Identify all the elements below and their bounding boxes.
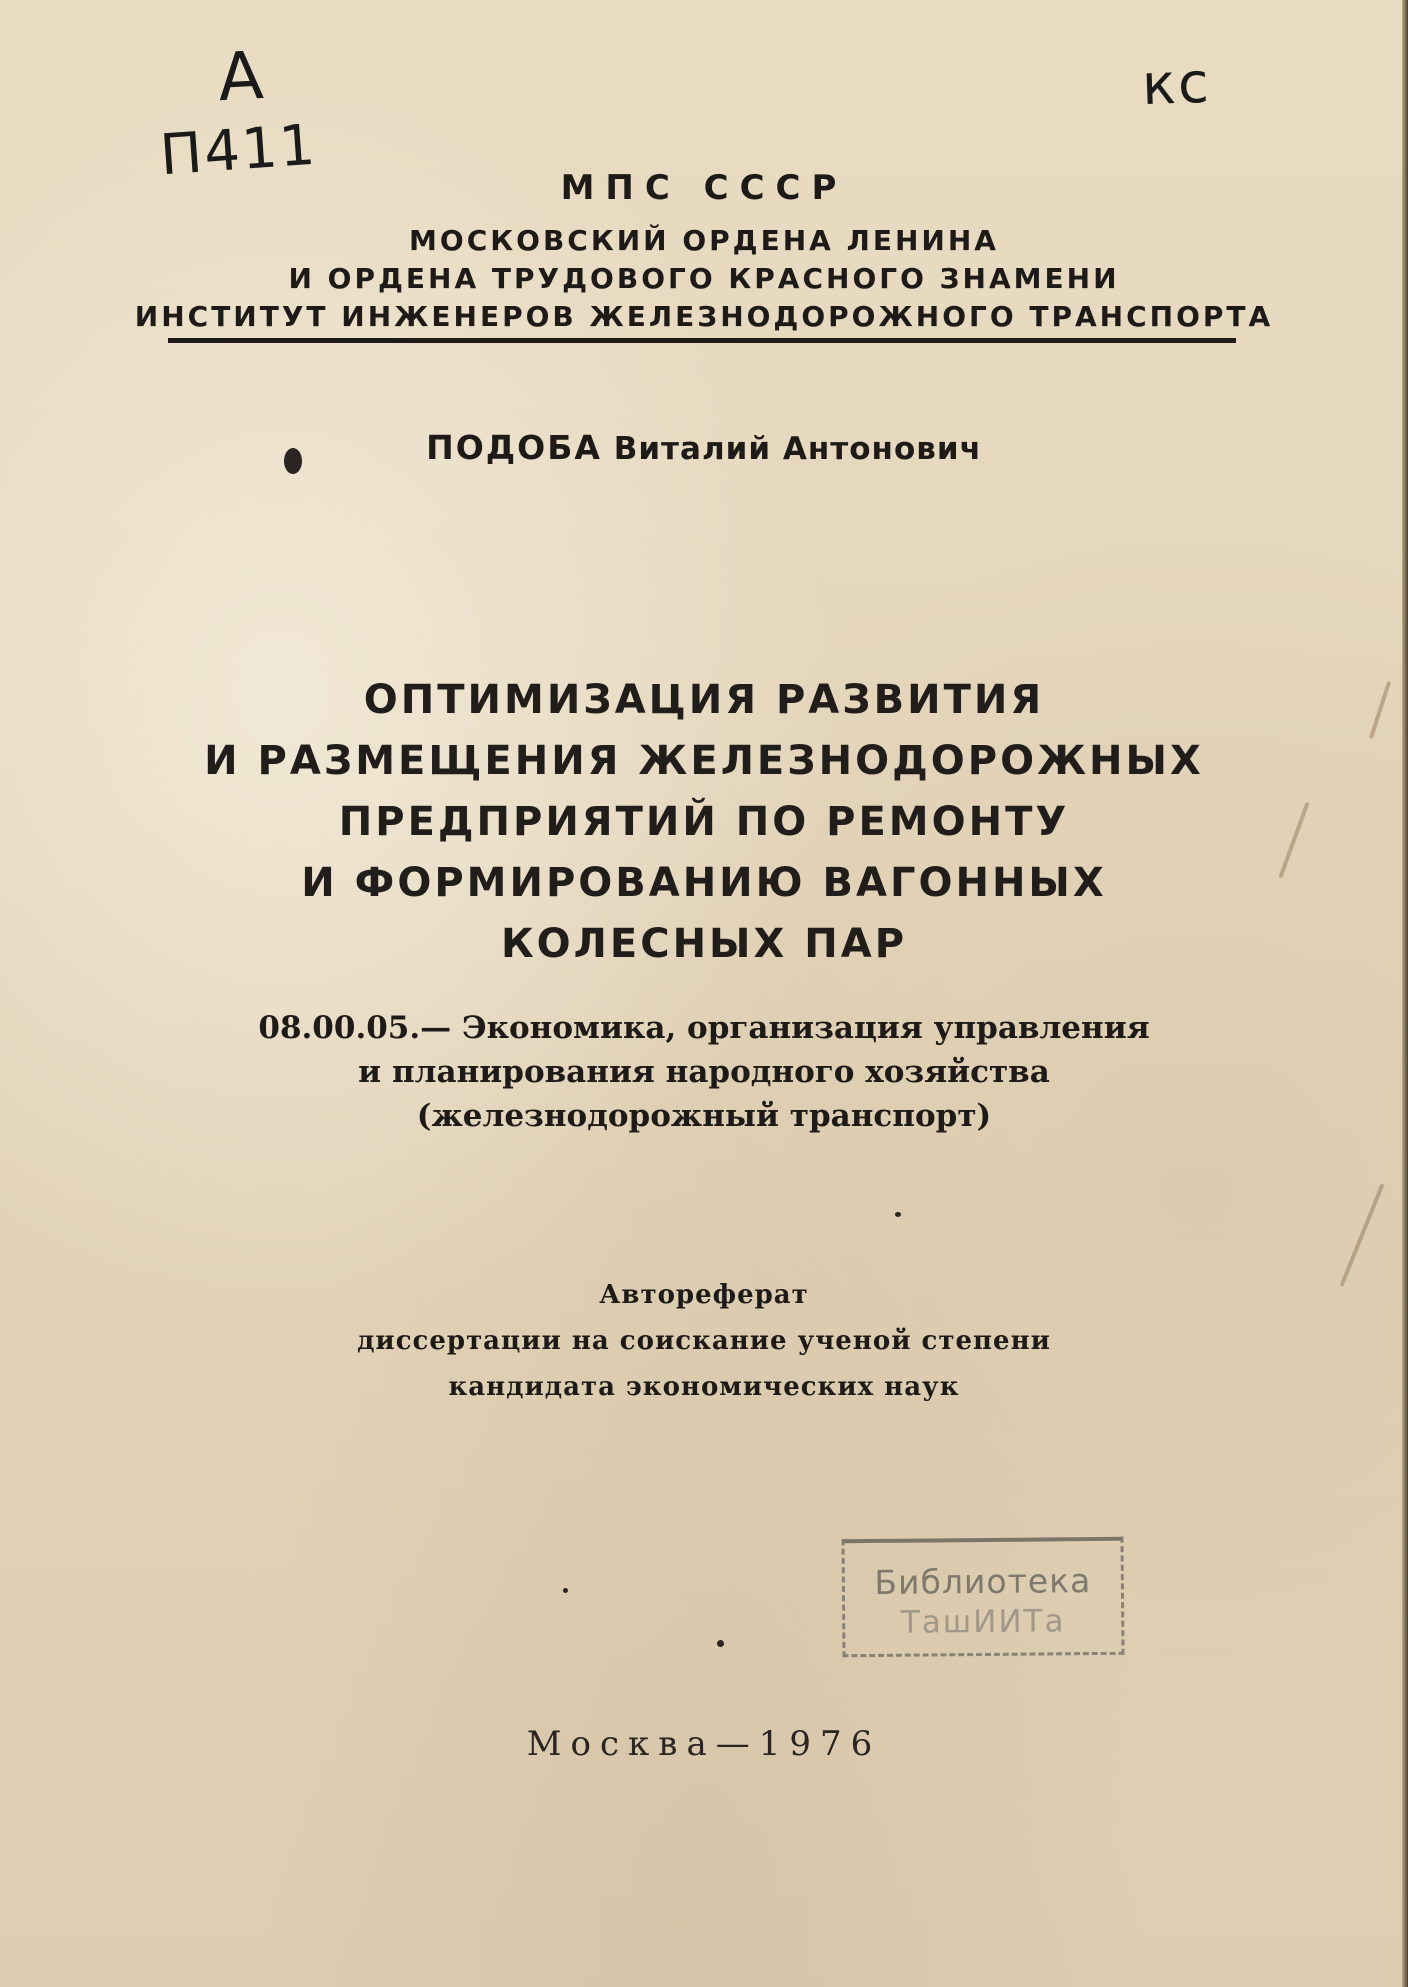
title-line-5: КОЛЕСНЫХ ПАР: [500, 921, 908, 967]
specialty-line-3: (железнодорожный транспорт): [416, 1098, 992, 1134]
institute-line-1: МОСКОВСКИЙ ОРДЕНА ЛЕНИНА: [409, 224, 999, 257]
title-line-4: И ФОРМИРОВАНИЮ ВАГОННЫХ: [301, 860, 1107, 906]
handwritten-corner-mark: кс: [1140, 50, 1212, 119]
document-title: [0, 670, 1408, 975]
ink-speck: [895, 1212, 901, 1217]
specialty-line-1: 08.00.05.— Экономика, организация управления: [258, 1010, 1150, 1046]
title-line-1: ОПТИМИЗАЦИЯ РАЗВИТИЯ: [363, 677, 1045, 723]
abstract-line-3: кандидата экономических наук: [448, 1372, 960, 1402]
abstract-description: [0, 1272, 1408, 1410]
stamp-line-1: Библиотека: [874, 1561, 1092, 1602]
institute-line-2: И ОРДЕНА ТРУДОВОГО КРАСНОГО ЗНАМЕНИ: [288, 262, 1120, 295]
institute-name: [0, 222, 1408, 336]
header-divider: [168, 338, 1236, 343]
author-surname: ПОДОБА: [426, 428, 602, 467]
author-given-names: Виталий Антонович: [613, 431, 982, 467]
specialty-code: [0, 1006, 1408, 1138]
publication-city: Москва: [526, 1724, 716, 1764]
publication-year: 1976: [758, 1724, 882, 1764]
specialty-line-2: и планирования народного хозяйства: [358, 1054, 1050, 1090]
ink-blot: [284, 448, 302, 474]
handwritten-catalog-code: П411: [157, 112, 320, 189]
ink-speck: [563, 1588, 568, 1593]
handwritten-letter: А: [216, 36, 268, 117]
abstract-line-1: Автореферат: [599, 1280, 809, 1310]
title-line-2: И РАЗМЕЩЕНИЯ ЖЕЛЕЗНОДОРОЖНЫХ: [204, 738, 1204, 784]
ministry-heading: МПС СССР: [560, 168, 848, 208]
title-line-3: ПРЕДПРИЯТИЙ ПО РЕМОНТУ: [338, 799, 1070, 845]
ink-speck: [717, 1640, 724, 1647]
footer-separator: —: [715, 1724, 759, 1764]
abstract-line-2: диссертации на соискание ученой степени: [357, 1326, 1051, 1356]
institute-line-3: ИНСТИТУТ ИНЖЕНЕРОВ ЖЕЛЕЗНОДОРОЖНОГО ТРАНСПОРТА: [134, 300, 1274, 333]
library-stamp: [841, 1537, 1124, 1657]
publication-place-year: [0, 1724, 1408, 1764]
author-name: [0, 428, 1408, 467]
stamp-line-2: ТашИИТа: [900, 1603, 1066, 1641]
